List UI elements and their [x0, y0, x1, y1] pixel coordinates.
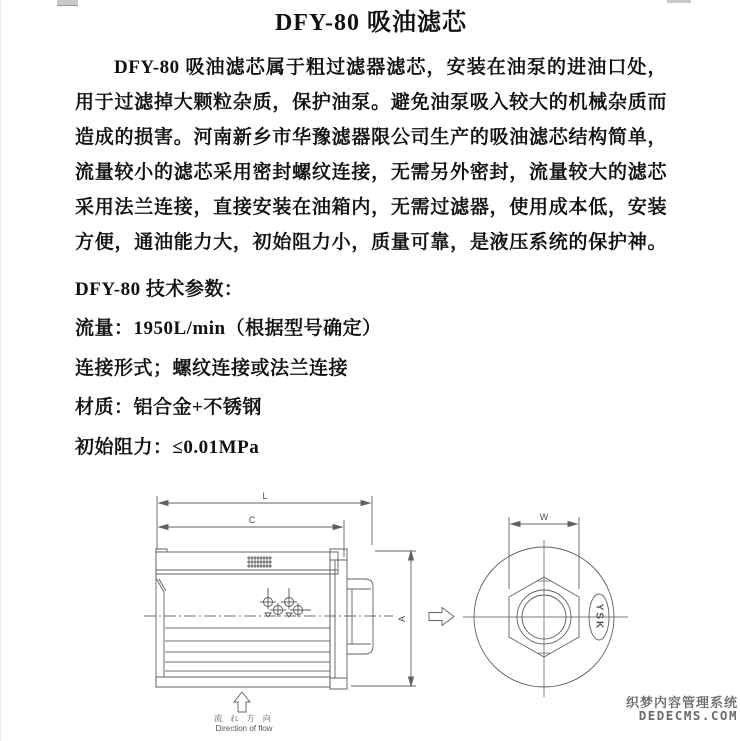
- watermark: [626, 697, 738, 723]
- paragraph-line: DFY-80 吸油滤芯属于粗过滤器滤芯，安装在油泵的进油口处，: [114, 57, 667, 78]
- paragraph-line: 用于过滤掉大颗粒杂质，保护油泵。避免油泵吸入较大的机械杂质而: [75, 92, 667, 113]
- port-marks-symbol: [260, 588, 311, 617]
- flow-label-en: Direction of flow: [215, 724, 273, 733]
- flow-arrow-icon: [234, 692, 250, 712]
- brand-label: YSK: [593, 603, 605, 631]
- dimension-C: [159, 515, 344, 557]
- dimension-A: [351, 551, 416, 686]
- paragraph-line: 采用法兰连接，直接安装在油箱内，无需过滤器，使用成本低，安装: [75, 197, 667, 218]
- dimension-L: [157, 491, 372, 549]
- spec-connection: 连接形式；螺纹连接或法兰连接: [75, 358, 349, 379]
- watermark-line2: DEDECMS.COM: [638, 708, 738, 723]
- spec-flow-rate: 流量：1950L/min（根据型号确定）: [75, 318, 382, 339]
- dim-label-c: C: [248, 515, 256, 525]
- technical-drawing: [1, 0, 740, 741]
- dim-label-l: L: [262, 491, 268, 501]
- spec-heading: DFY-80 技术参数：: [75, 279, 244, 300]
- flow-direction: [214, 692, 274, 733]
- view-arrow-icon: [429, 608, 454, 626]
- filter-pleats: [165, 628, 330, 671]
- end-view: [463, 512, 628, 697]
- watermark-line1: 织梦内容管理系统: [625, 696, 738, 711]
- paragraph-line: 方便，通油能力大，初始阻力小，质量可靠，是液压系统的保护神。: [75, 232, 667, 253]
- side-view: [144, 549, 393, 689]
- paragraph-line: 流量较小的滤芯采用密封螺纹连接，无需另外密封，流量较大的滤芯: [75, 162, 667, 183]
- spec-initial-resistance: 初始阻力：≤0.01MPa: [75, 437, 260, 458]
- page-title: DFY-80 吸油滤芯: [274, 10, 468, 36]
- dim-label-w: W: [539, 512, 549, 522]
- paragraph-line: 造成的损害。河南新乡市华豫滤器限公司生产的吸油滤芯结构简单，: [75, 127, 667, 148]
- flow-label-jp: 流 れ 方 向: [214, 714, 274, 723]
- threaded-port: [347, 579, 373, 654]
- spec-material: 材质：铝合金+不锈钢: [75, 397, 262, 418]
- hatch-symbol: [247, 556, 272, 568]
- dim-label-a: A: [397, 615, 407, 623]
